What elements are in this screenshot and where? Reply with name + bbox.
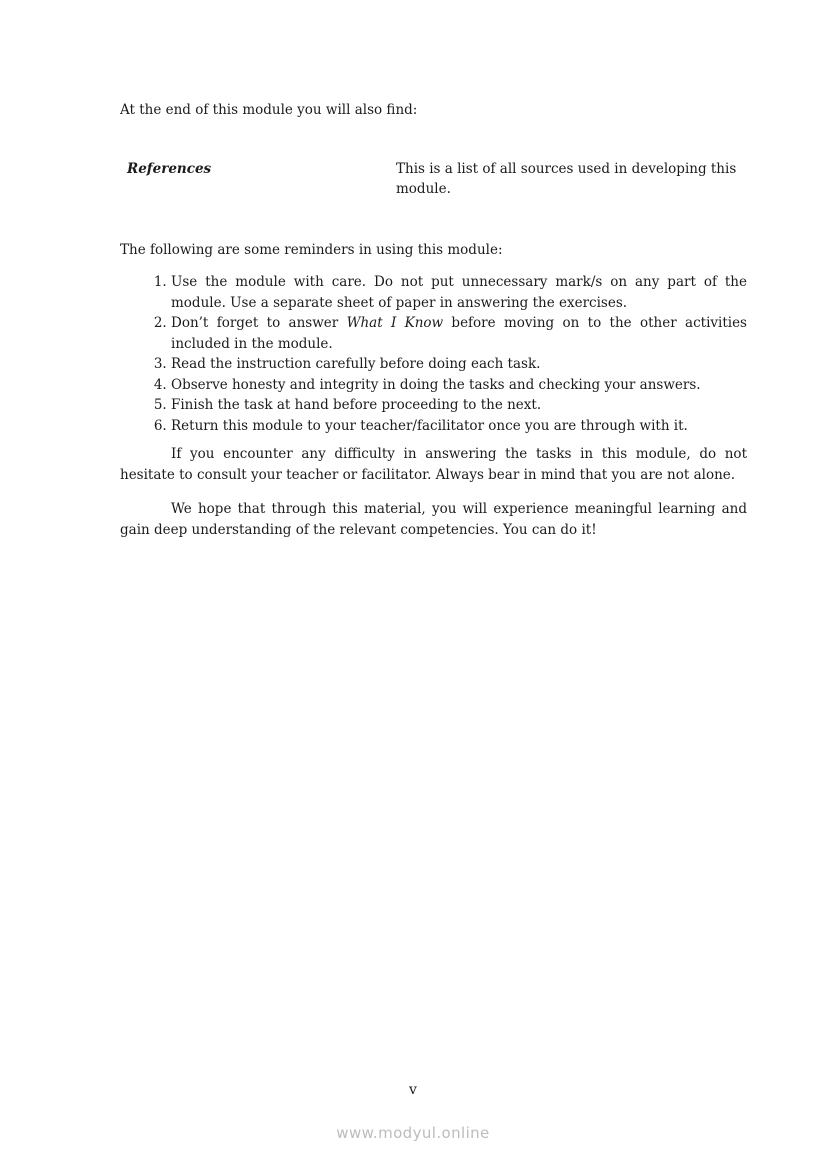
reminder-item-1-text: Use the module with care. Do not put unnecessary mark/s on any part of the module. Use a separate sheet of paper in answering the exercises. — [171, 274, 747, 311]
reminder-item-4 — [171, 375, 747, 396]
watermark-text: www.modyul.online — [336, 1124, 490, 1142]
paragraph-hope: We hope that through this material, you will experience meaningful learning and gain deep understanding of the relevant competencies. You can do it! — [120, 501, 747, 538]
references-term: References — [127, 160, 212, 177]
page-number: v — [409, 1082, 417, 1098]
reminder-item-2 — [171, 313, 747, 354]
reminder-item-1 — [171, 272, 747, 313]
references-row — [120, 159, 747, 200]
reminder-item-3 — [171, 354, 747, 375]
references-definition: This is a list of all sources used in developing this module. — [396, 160, 737, 198]
reminder-item-5 — [171, 395, 747, 416]
reminders-intro: The following are some reminders in using this module: — [120, 241, 503, 258]
reminder-item-2-text-before: Don’t forget to answer — [171, 315, 347, 332]
reminder-item-2-italic-phrase: What I Know — [346, 315, 444, 332]
reminder-item-6-text: Return this module to your teacher/facilitator once you are through with it. — [171, 417, 688, 434]
reminder-item-5-text: Finish the task at hand before proceeding to the next. — [171, 397, 542, 414]
reminder-item-2-text-after: before moving on to the other activities included in the module. — [171, 315, 747, 352]
intro-text: At the end of this module you will also find: — [120, 102, 418, 118]
reminder-item-3-text: Read the instruction carefully before doing each task. — [171, 356, 541, 373]
paragraph-difficulty: If you encounter any difficulty in answering the tasks in this module, do not hesitate to consult your teacher or facilitator. Always bear in mind that you are not alone. — [120, 446, 747, 483]
reminders-list — [120, 272, 747, 436]
reminder-item-6 — [171, 416, 747, 437]
reminder-item-4-text: Observe honesty and integrity in doing the tasks and checking your answers. — [171, 376, 701, 393]
